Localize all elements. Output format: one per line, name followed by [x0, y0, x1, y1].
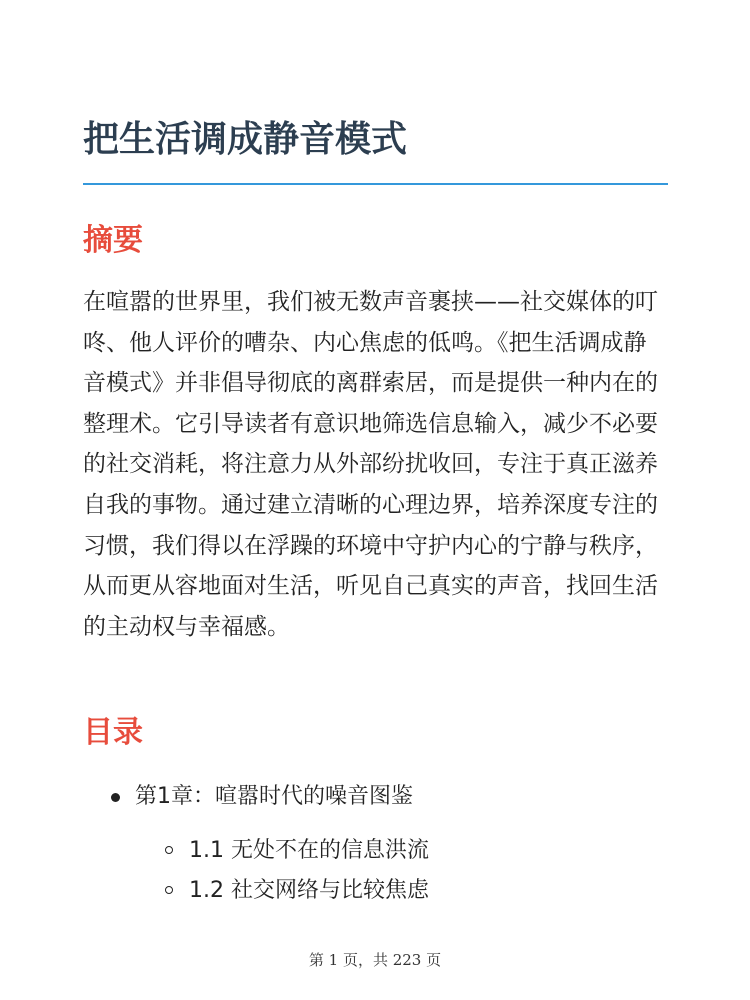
- toc-section-1-1[interactable]: [135, 831, 668, 871]
- toc-section-1-2[interactable]: [135, 871, 668, 911]
- hollow-circle-bullet-icon: [165, 846, 173, 854]
- toc-section-group: [83, 831, 668, 911]
- title-divider: [83, 183, 668, 185]
- toc-section-list: [83, 831, 668, 911]
- toc-section-label: 1.2 社交网络与比较焦虑: [189, 878, 429, 903]
- hollow-circle-bullet-icon: [165, 886, 173, 894]
- toc-section-label: 1.1 无处不在的信息洪流: [189, 838, 429, 863]
- summary-paragraph: 在喧嚣的世界里，我们被无数声音裹挟——社交媒体的叮咚、他人评价的嘈杂、内心焦虑的低鸣。《把生活调成静音模式》并非倡导彻底的离群索居，而是提供一种内在的整理术。它引导读者有意识地筛选信息输入，减少不必要的社交消耗，将注意力从外部纷扰收回，专注于真正滋养自我的事物。通过建立清晰的心理边界，培养深度专注的习惯，我们得以在浮躁的环境中守护内心的宁静与秩序，从而更从容地面对生活，听见自己真实的声音，找回生活的主动权与幸福感。: [83, 289, 658, 640]
- page-number-footer: 第 1 页，共 223 页: [308, 951, 442, 969]
- summary-heading: 摘要: [83, 223, 143, 258]
- toc-heading: 目录: [83, 715, 143, 750]
- document-title: 把生活调成静音模式: [83, 119, 408, 160]
- filled-disc-bullet-icon: [111, 793, 120, 802]
- toc-chapter-1[interactable]: [83, 775, 668, 819]
- toc-chapter-label: 第1章：喧嚣时代的噪音图鉴: [135, 784, 413, 809]
- table-of-contents: [83, 775, 668, 911]
